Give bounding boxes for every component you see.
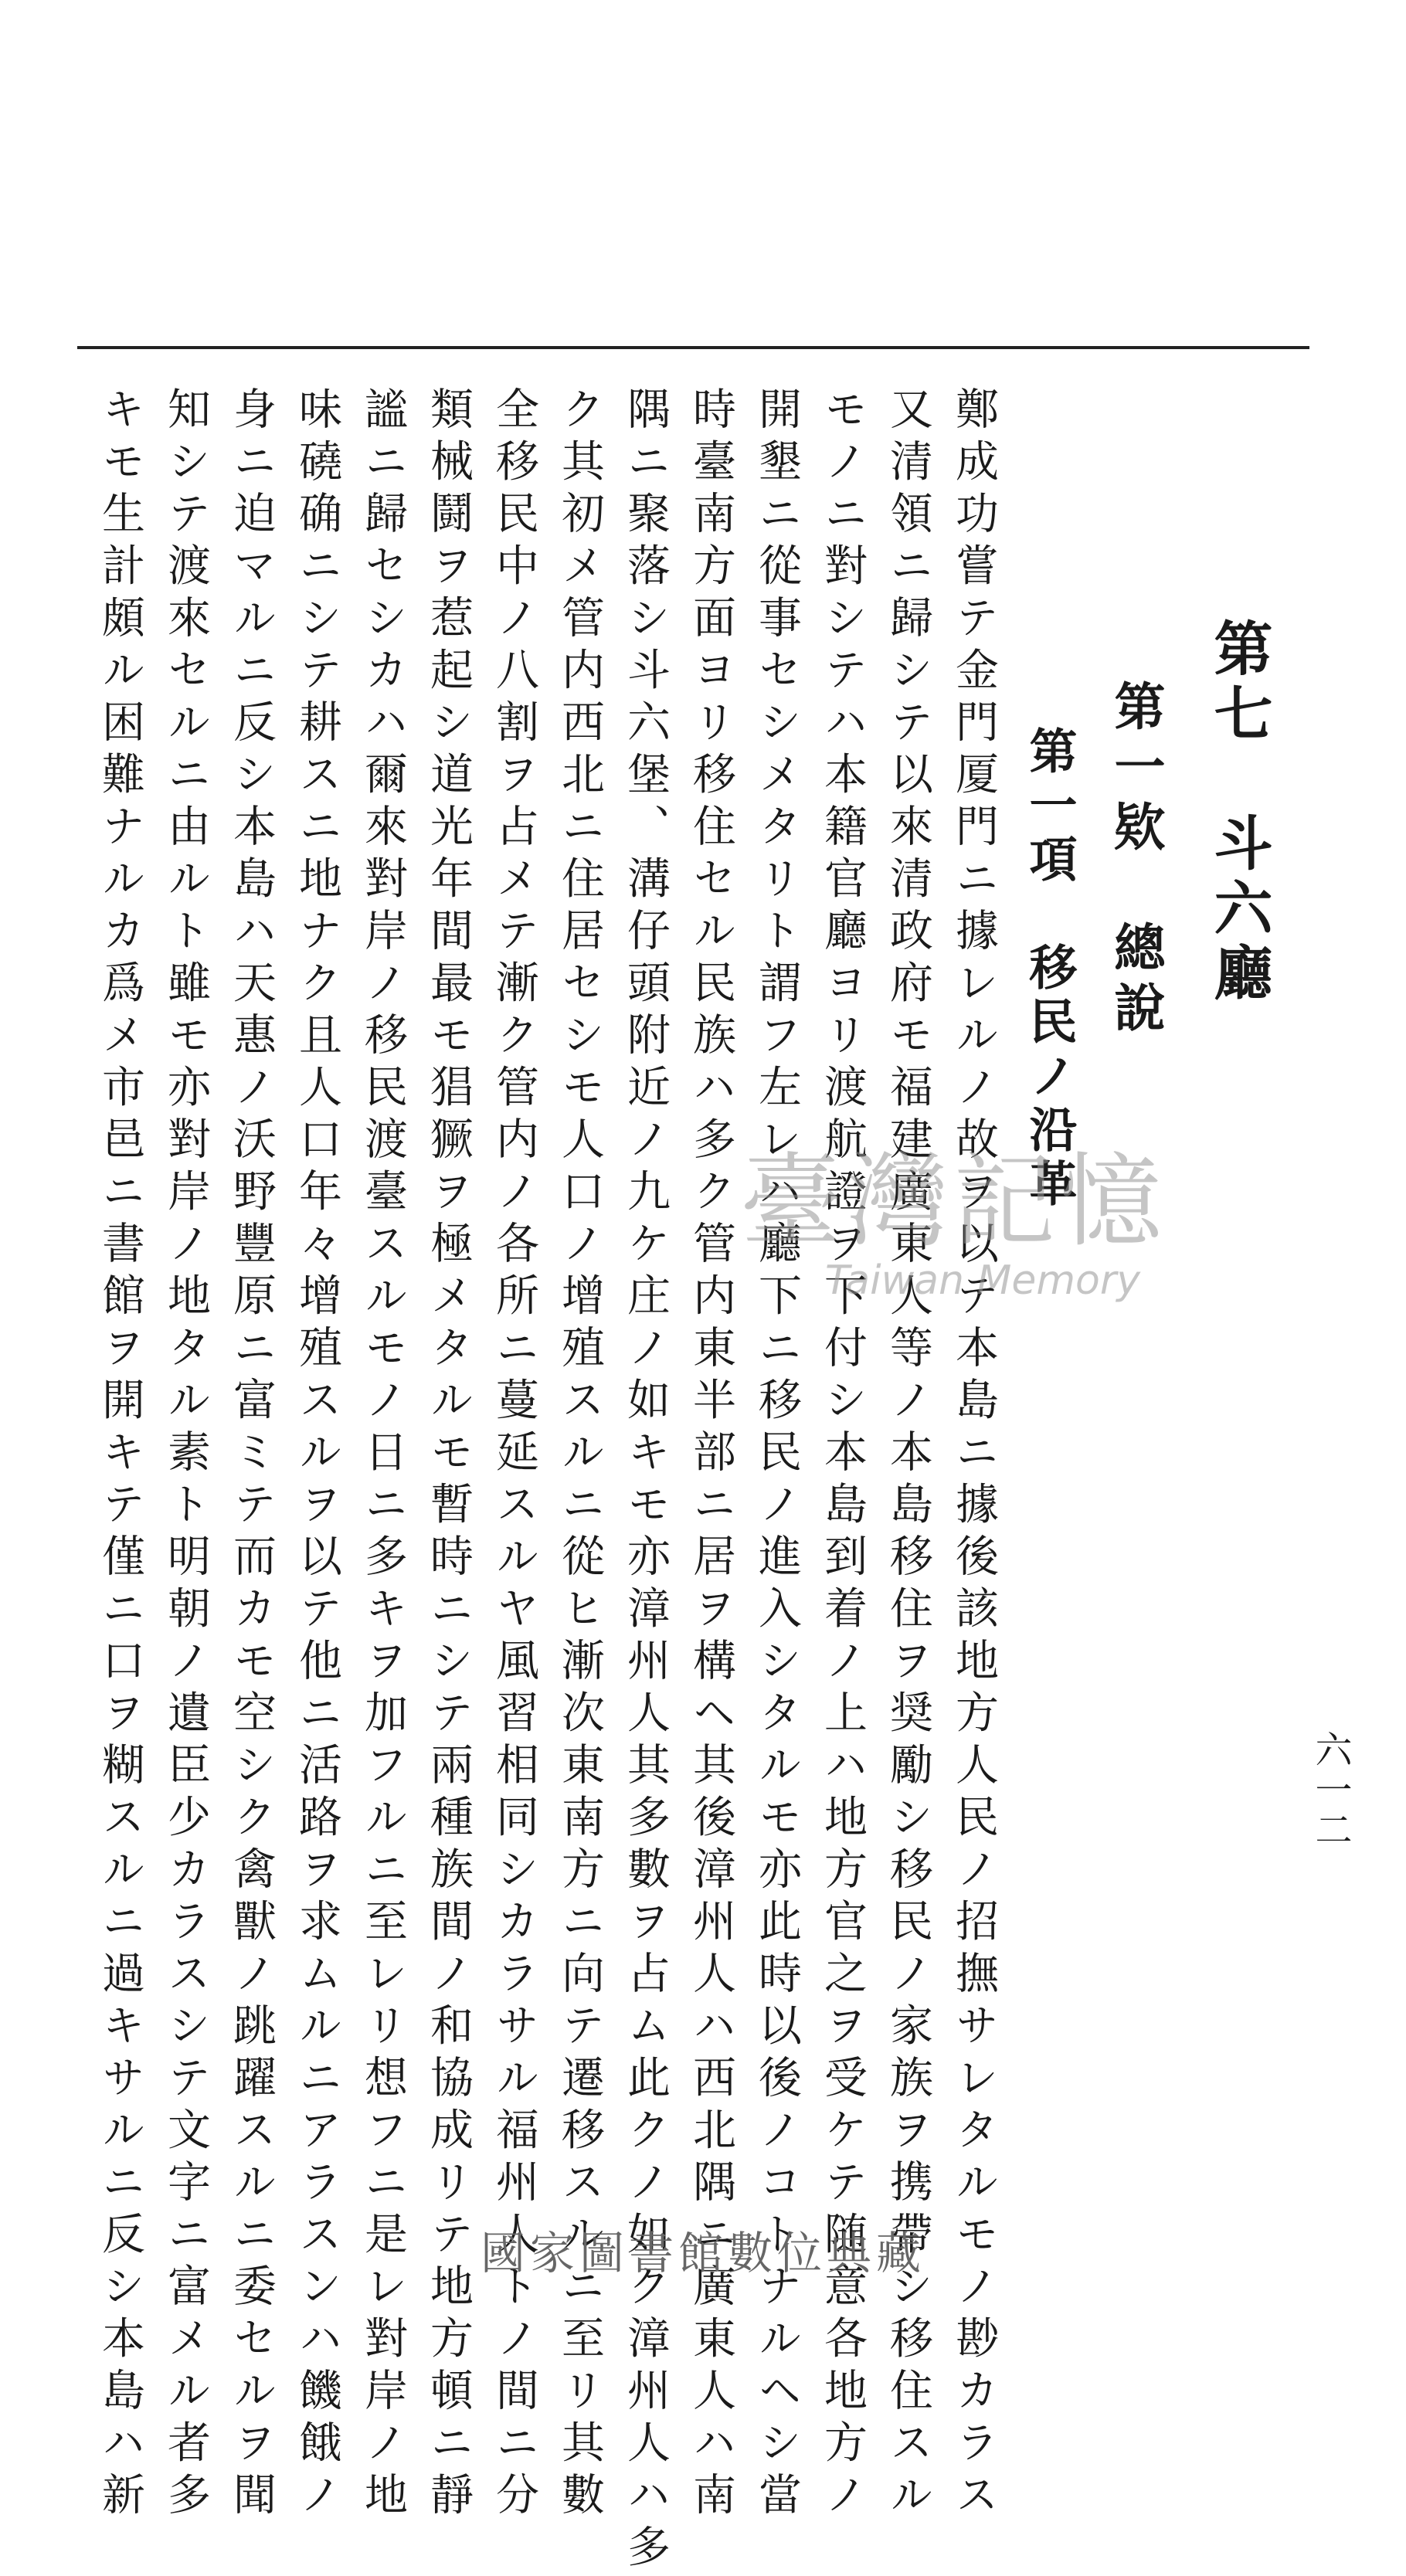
section-heading: 第一欵 總說 [1105, 680, 1166, 1041]
body-line: 知シテ渡來セルニ由ルト雖モ亦對岸ノ地タル素ト明朝ノ遺臣少カラスシテ文字ニ富メル者多 [161, 386, 211, 2524]
body-line: 又清領ニ歸シテ以來清政府モ福建廣東人等ノ本島移住ヲ奨勵シ移民ノ家族ヲ携帶シ移住スル [883, 386, 933, 2524]
body-line: 開墾ニ從事セシメタリト謂フ左レハ廳下ニ移民ノ進入シタルモ亦此時以後ノコトナルヘシ當 [752, 386, 802, 2524]
body-line: 類械鬪ヲ惹起シ道光年間最モ猖獗ヲ極メタルモ暫時ニシテ兩種族間ノ和協成リテ地方頓ニ靜 [423, 386, 474, 2524]
body-line: 隅ニ聚落シ斗六堡、溝仔頭附近ノ九ケ庄ノ如キモ亦漳州人其多數ヲ占ム此クノ如ク漳州人ハ多 [620, 386, 671, 2576]
item-heading: 第一項 移民ノ沿革 [1021, 726, 1078, 1213]
body-line: 全移民中ノ八割ヲ占メテ漸ク管内ノ各所ニ蔓延スルヤ風習相同シカラサル福州人トノ間ニ分 [489, 386, 539, 2524]
body-line: キモ生計頗ル困難ナルカ爲メ市邑ニ書館ヲ開キテ僅ニ口ヲ糊スルニ過キサルニ反シ本島ハ新 [95, 386, 145, 2524]
body-line: 謐ニ歸セシカハ爾來對岸ノ移民渡臺スルモノ日ニ多キヲ加フルニ至レリ想フニ是レ對岸ノ地 [358, 386, 408, 2524]
library-footer: 國家圖書館數位典藏 [480, 2227, 925, 2279]
body-line: ク其初メ管内西北ニ住居セシモ人口ノ增殖スルニ從ヒ漸次東南方ニ向テ遷移スルニ至リ其數 [555, 386, 605, 2524]
body-line: モノニ對シテハ本籍官廳ヨリ渡航證ヲ下付シ本島到着ノ上ハ地方官之ヲ受ケテ随意各地方ノ [817, 386, 868, 2524]
chapter-heading: 第七 斗六廳 [1204, 618, 1273, 1007]
top-rule [77, 346, 1309, 349]
watermark-en: Taiwan Memory [825, 1257, 1140, 1304]
body-line: 鄭成功嘗テ金門厦門ニ據レルノ故ヲ以テ本島ニ據後該地方人民ノ招撫サレタルモノ尠カラス [949, 386, 999, 2524]
page-number: 六一二 [1309, 1730, 1352, 1851]
watermark-cn: 臺灣記憶 [740, 1142, 1167, 1261]
body-line: 時臺南方面ヨリ移住セル民族ハ多ク管内東半部ニ居ヲ構ヘ其後漳州人ハ西北隅ニ廣東人ハ南 [686, 386, 736, 2524]
body-line: 身ニ迫マルニ反シ本島ハ天惠ノ沃野豐原ニ富ミテ而カモ空シク禽獸ノ跳躍スルニ委セルヲ聞 [226, 386, 277, 2524]
body-line: 味磽确ニシテ耕スニ地ナク且人口年々增殖スルヲ以テ他ニ活路ヲ求ムルニアラスンハ饑餓ノ [292, 386, 342, 2524]
